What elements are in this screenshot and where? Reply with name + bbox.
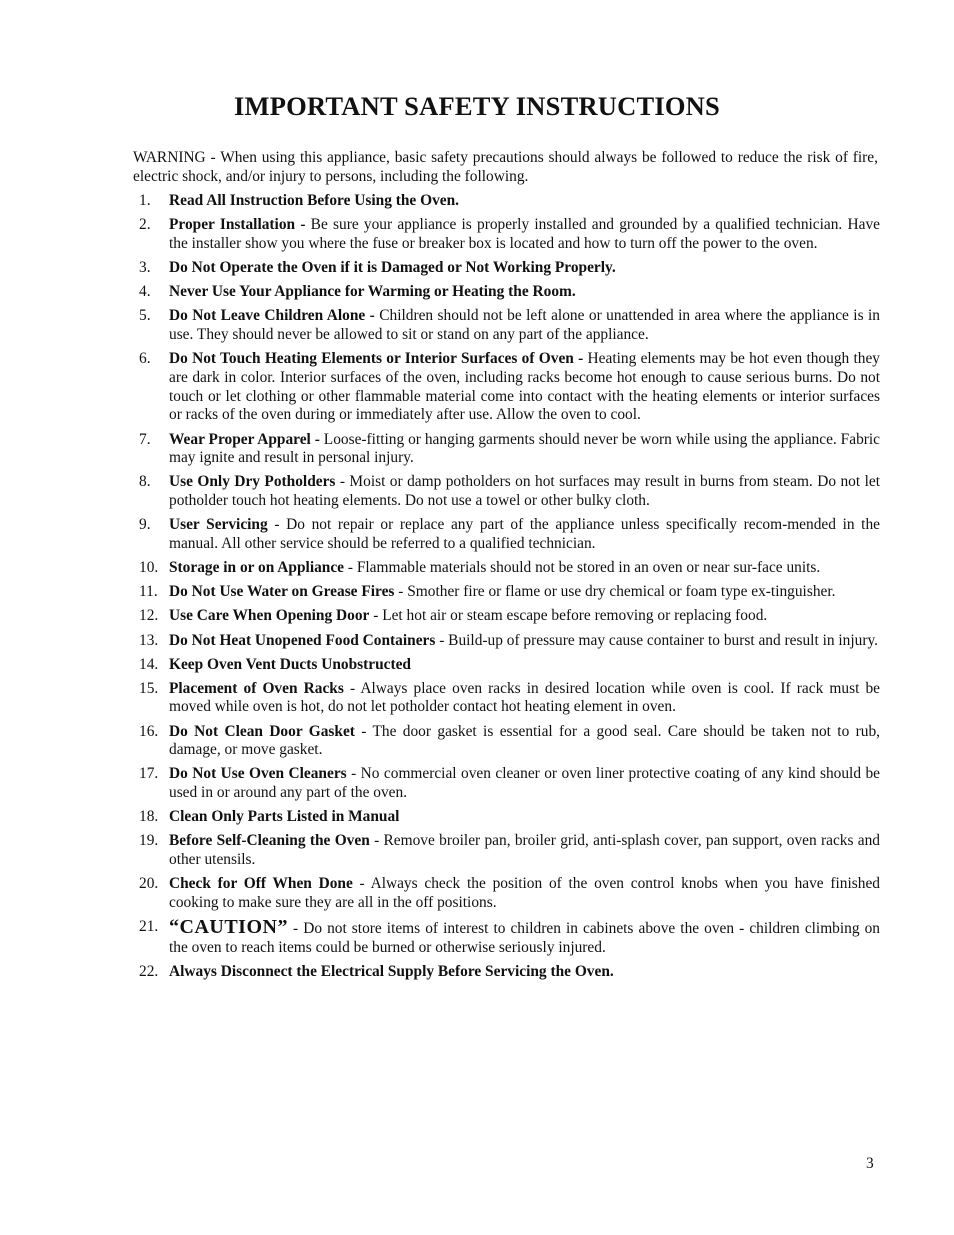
instruction-heading: Do Not Use Oven Cleaners	[169, 765, 347, 783]
instruction-heading: Check for Off When Done	[169, 875, 353, 893]
instruction-number: 1.	[139, 192, 151, 209]
instruction-number: 21.	[139, 918, 159, 936]
instruction-item	[133, 431, 880, 469]
instruction-body	[169, 431, 880, 469]
instruction-item	[133, 723, 880, 761]
instruction-heading: Read All Instruction Before Using the Oven.	[169, 192, 460, 209]
instruction-body	[169, 680, 880, 718]
instruction-heading: Keep Oven Vent Ducts Unobstructed	[169, 655, 411, 673]
instruction-heading: Do Not Use Water on Grease Fires	[169, 583, 395, 601]
instruction-number: 16.	[139, 722, 159, 740]
instruction-item	[133, 632, 880, 651]
instruction-body	[169, 832, 880, 870]
instruction-text: Children should not be left alone or unattended in area where the appliance is in use. They should never be allowed to sit or stand on any part of the appliance.	[169, 307, 880, 343]
instruction-number: 14.	[139, 655, 159, 673]
instruction-heading: Do Not Touch Heating Elements or Interior Surfaces of Oven -	[169, 350, 584, 368]
instruction-text: - No commercial oven cleaner or oven liner protective coating of any kind should be used in or around any part of the oven.	[169, 765, 880, 802]
instruction-number: 12.	[139, 607, 159, 625]
instruction-body	[169, 350, 880, 425]
instruction-heading: Proper Installation -	[169, 216, 306, 234]
instruction-body	[169, 632, 880, 651]
instruction-heading: Use Care When Opening Door	[169, 607, 370, 625]
instruction-number: 5.	[139, 307, 151, 325]
instruction-heading: Do Not Heat Unopened Food Containers	[169, 631, 436, 649]
instruction-item	[133, 516, 880, 554]
instruction-body	[169, 583, 880, 602]
instruction-body	[169, 765, 880, 803]
instruction-heading: Never Use Your Appliance for Warming or Heating the Room.	[169, 283, 576, 301]
instruction-text: Heating elements may be hot even though they are dark in color. Interior surfaces of the oven, including racks become hot enough to cause serious burns. Do not touch or let clothing or other flammable material come into contact with the heating elements or interior surfaces or racks of the oven during or immediately after use. Allow the oven to cool.	[169, 350, 881, 424]
instruction-text: - Moist or damp potholders on hot surfaces may result in burns from steam. Do not let potholder touch hot heating elements. Do not use a towel or other bulky cloth.	[169, 473, 880, 510]
instruction-number: 17.	[139, 765, 159, 783]
instruction-item	[133, 283, 880, 302]
instruction-text: - Do not repair or replace any part of the appliance unless specifically recom-mended in the manual. All other service should be referred to a qualified technician.	[169, 516, 880, 553]
instruction-text: - Do not store items of interest to children in cabinets above the oven - children climbing on the oven to reach items could be burned or otherwise seriously injured.	[169, 920, 880, 957]
instruction-text: Loose-fitting or hanging garments should never be worn while using the appliance. Fabric may ignite and result in personal injury.	[169, 430, 880, 467]
instruction-heading: Clean Only Parts Listed in Manual	[169, 808, 400, 826]
instruction-item	[133, 875, 880, 913]
instruction-number: 20.	[139, 875, 159, 893]
instruction-item	[133, 808, 880, 827]
instruction-number: 11.	[139, 583, 158, 601]
instruction-number: 2.	[139, 216, 151, 234]
instruction-item	[133, 350, 880, 425]
instruction-text: - Flammable materials should not be stored in an oven or near sur-face units.	[344, 559, 821, 577]
instruction-body	[169, 259, 880, 278]
instruction-number: 18.	[139, 808, 159, 826]
instruction-number: 8.	[139, 473, 151, 491]
instruction-heading: User Servicing	[169, 516, 268, 534]
instruction-item	[133, 607, 880, 626]
instruction-text: Be sure your appliance is properly installed and grounded by a qualified technician. Have the installer show you where the fuse or breaker box is located and how to turn off the power to the oven.	[169, 216, 880, 252]
instruction-number: 7.	[139, 430, 151, 448]
instruction-heading: Do Not Operate the Oven if it is Damaged or Not Working Properly.	[169, 258, 616, 276]
instruction-number: 9.	[139, 516, 151, 534]
instruction-body	[169, 808, 880, 827]
instruction-body	[169, 307, 880, 345]
instruction-number: 22.	[139, 963, 159, 981]
instruction-heading: Wear Proper Apparel -	[169, 430, 320, 448]
instruction-body	[169, 963, 880, 982]
instruction-body	[169, 283, 880, 302]
instruction-text: - Remove broiler pan, broiler grid, anti-splash cover, pan support, oven racks and other utensils.	[169, 832, 881, 869]
instruction-item	[133, 307, 880, 345]
instruction-body	[169, 216, 880, 254]
instruction-body	[169, 723, 880, 761]
warning-paragraph: WARNING - When using this appliance, basic safety precautions should always be followed to reduce the risk of fire, electric shock, and/or injury to persons, including the following.	[133, 149, 878, 185]
instruction-item	[133, 259, 880, 278]
instruction-text: - The door gasket is essential for a good seal. Care should be taken not to rub, damage, or move gasket.	[169, 722, 881, 759]
instruction-number: 6.	[139, 350, 151, 368]
caution-label: “CAUTION”	[169, 916, 288, 939]
instruction-text: - Build-up of pressure may cause container to burst and result in injury.	[435, 631, 879, 649]
instruction-body	[169, 559, 880, 578]
instruction-heading: Do Not Clean Door Gasket	[169, 722, 355, 740]
instruction-text: - Always check the position of the oven control knobs when you have finished cooking to make sure they are all in the off positions.	[169, 875, 880, 912]
instruction-heading: Placement of Oven Racks	[169, 679, 344, 697]
instruction-heading: Always Disconnect the Electrical Supply Before Servicing the Oven.	[169, 963, 614, 981]
instruction-item	[133, 656, 880, 675]
instruction-item	[133, 192, 880, 211]
instruction-heading: Use Only Dry Potholders	[169, 473, 336, 491]
instruction-body	[169, 473, 880, 511]
instruction-body	[169, 516, 880, 554]
instruction-item	[133, 473, 880, 511]
instruction-item	[133, 918, 880, 958]
instruction-text: - Smother fire or flame or use dry chemical or foam type ex-tinguisher.	[394, 583, 836, 601]
instruction-number: 3.	[139, 258, 151, 276]
instruction-body	[169, 656, 880, 675]
instruction-number: 15.	[139, 679, 159, 697]
instruction-body	[169, 192, 880, 211]
instruction-number: 19.	[139, 832, 159, 850]
instruction-item	[133, 963, 880, 982]
page-number: 3	[866, 1155, 874, 1172]
instruction-body	[169, 918, 880, 958]
instruction-number: 13.	[139, 631, 159, 649]
instruction-number: 10.	[139, 559, 159, 577]
instruction-body	[169, 607, 880, 626]
instruction-body	[169, 875, 880, 913]
instruction-item	[133, 680, 880, 718]
instruction-text: - Let hot air or steam escape before removing or replacing food.	[369, 607, 768, 625]
instruction-text: - Always place oven racks in desired location while oven is cool. If rack must be moved while oven is hot, do not let potholder contact hot heating element in oven.	[169, 679, 880, 716]
instruction-item	[133, 559, 880, 578]
instruction-heading: Before Self-Cleaning the Oven	[169, 832, 370, 850]
instruction-item	[133, 765, 880, 803]
instruction-item	[133, 583, 880, 602]
instruction-item	[133, 216, 880, 254]
page-title: IMPORTANT SAFETY INSTRUCTIONS	[234, 91, 720, 121]
instruction-number: 4.	[139, 283, 151, 301]
instruction-item	[133, 832, 880, 870]
instruction-heading: Do Not Leave Children Alone -	[169, 307, 375, 325]
instruction-heading: Storage in or on Appliance	[169, 559, 345, 577]
safety-instructions-list	[133, 192, 880, 987]
